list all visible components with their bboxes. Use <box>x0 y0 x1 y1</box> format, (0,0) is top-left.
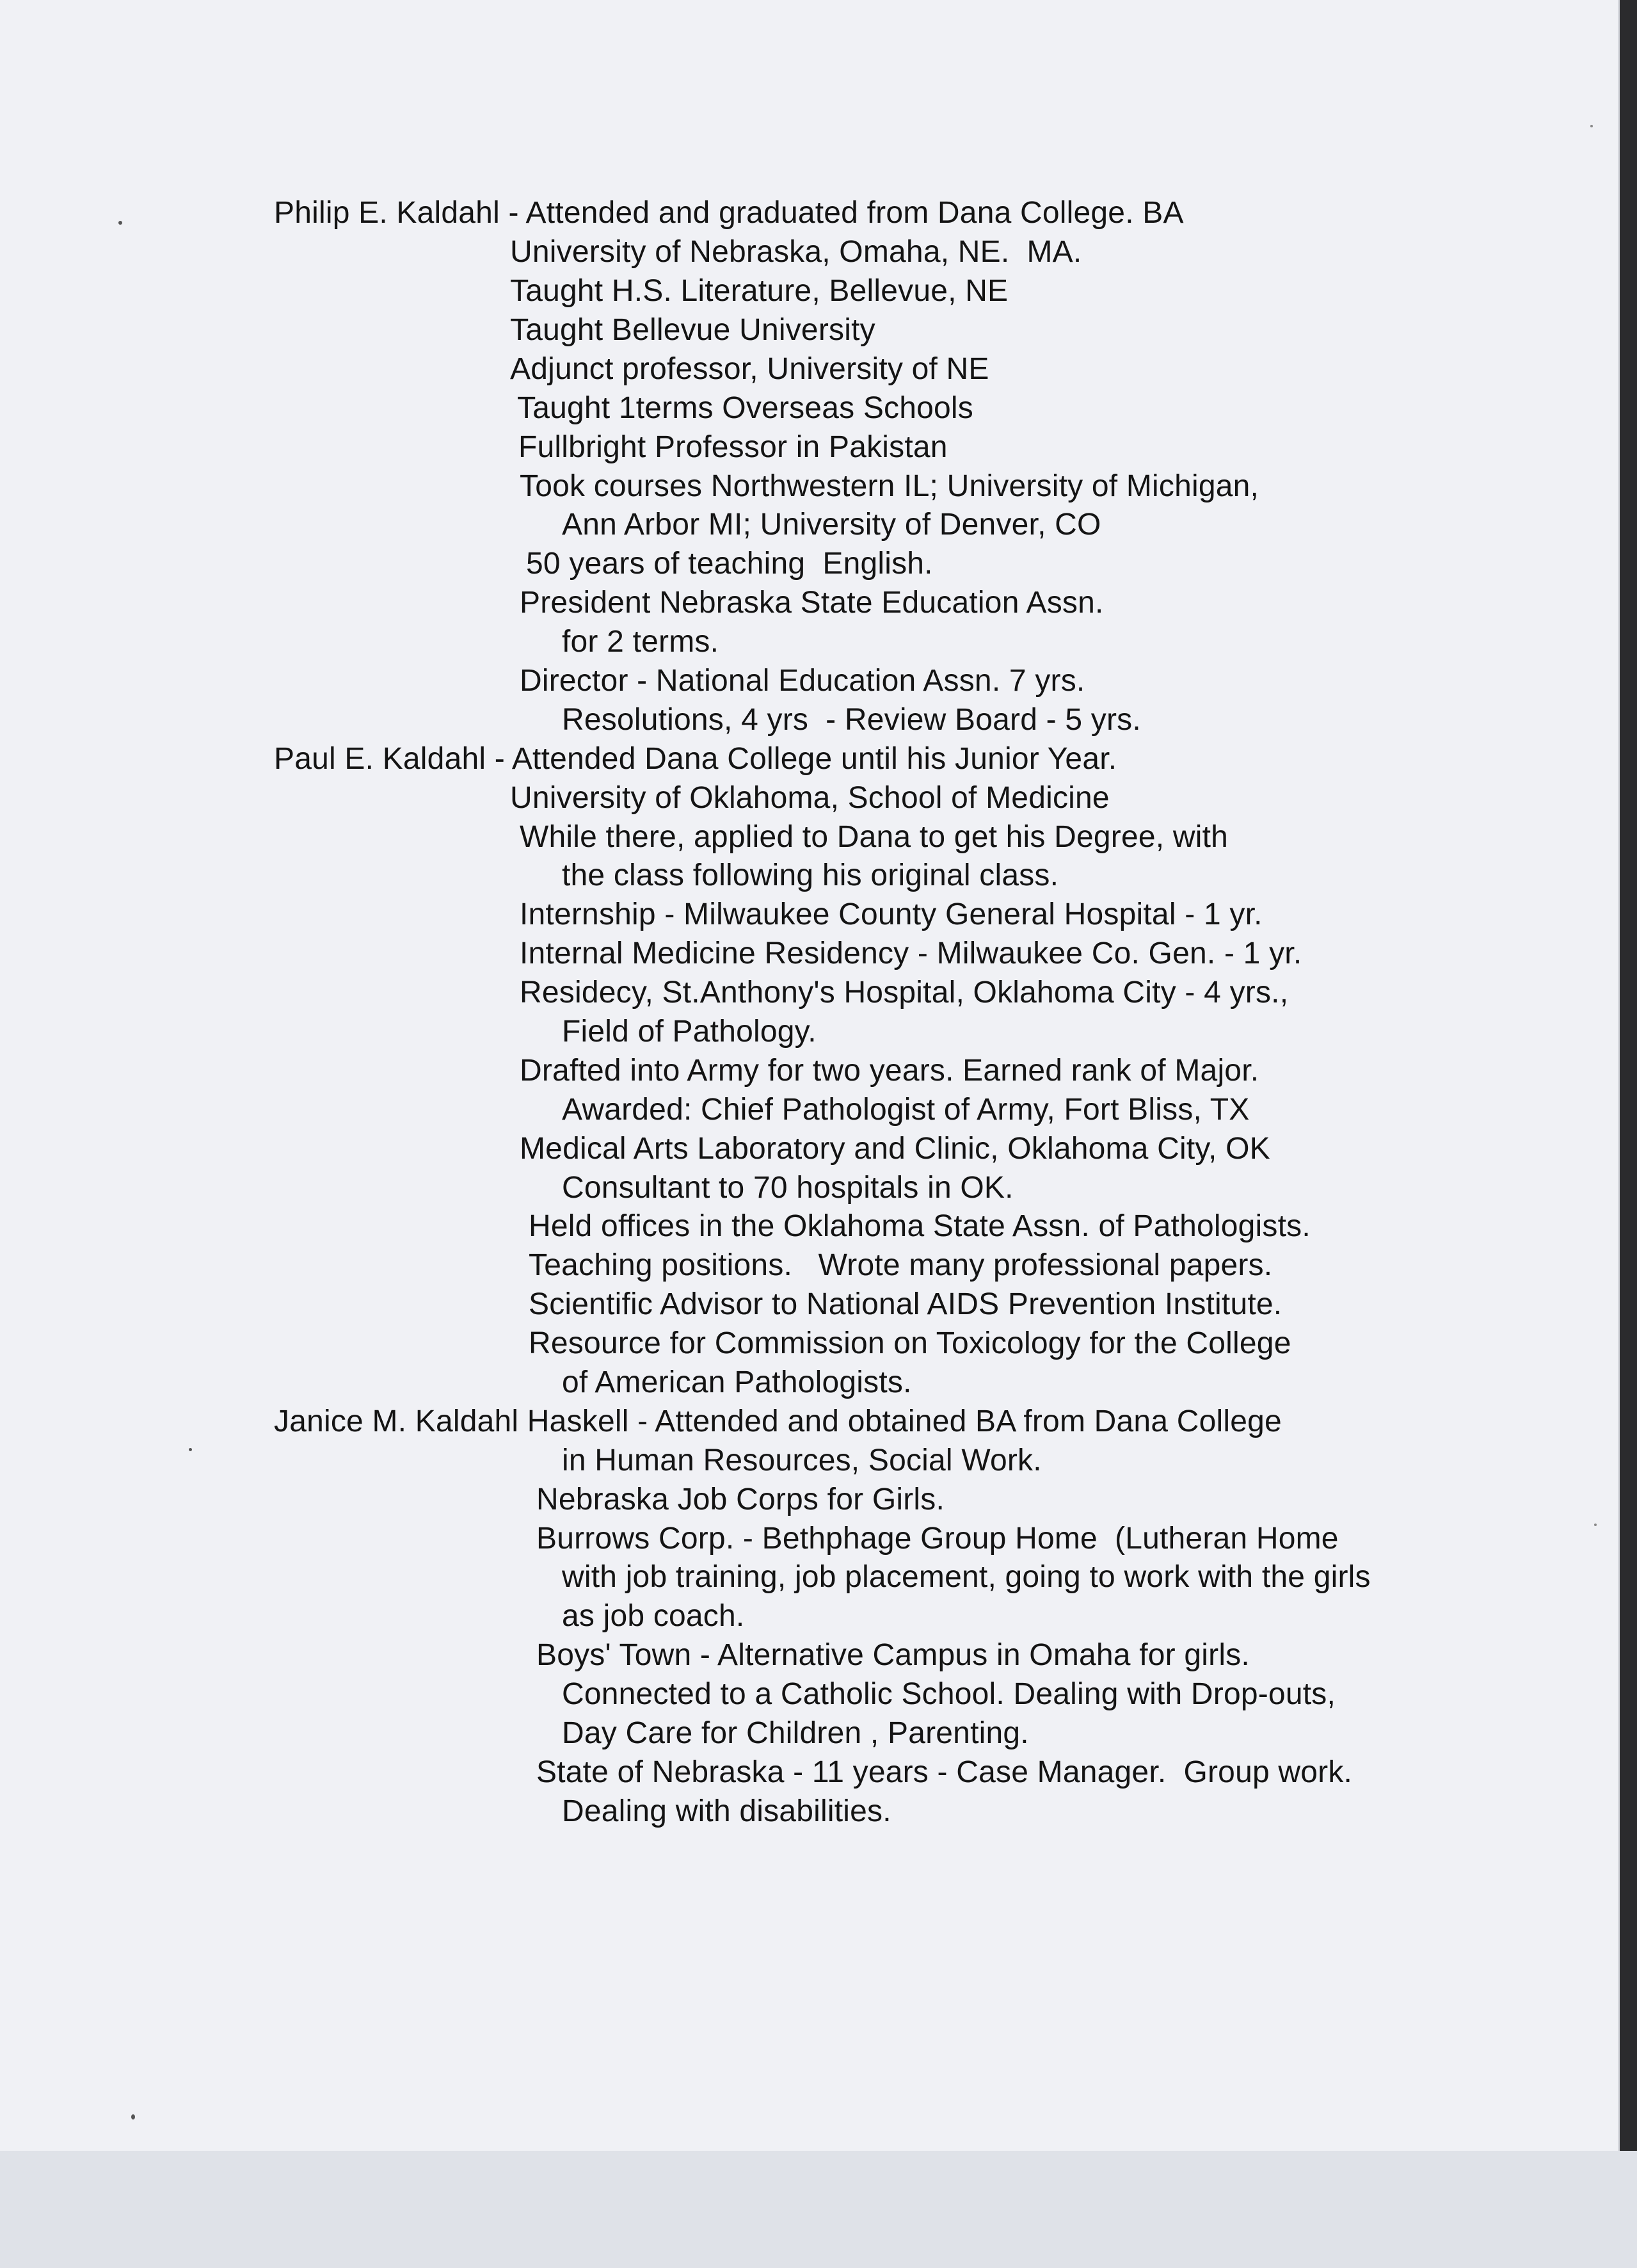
doc-line: Took courses Northwestern IL; University of Michigan, <box>520 469 1259 503</box>
doc-line: the class following his original class. <box>562 858 1059 892</box>
doc-line: as job coach. <box>562 1599 745 1633</box>
doc-line: Taught 1terms Overseas Schools <box>517 391 973 425</box>
doc-line: Scientific Advisor to National AIDS Prevention Institute. <box>529 1287 1282 1321</box>
scan-speck <box>189 1448 192 1451</box>
scan-speck <box>131 2114 135 2119</box>
doc-line: University of Nebraska, Omaha, NE. MA. <box>510 235 1082 269</box>
doc-line: Consultant to 70 hospitals in OK. <box>562 1171 1014 1205</box>
doc-line: 50 years of teaching English. <box>526 547 933 581</box>
doc-line: Held offices in the Oklahoma State Assn. of Pathologists. <box>529 1209 1311 1243</box>
doc-line: Awarded: Chief Pathologist of Army, Fort Bliss, TX <box>562 1093 1250 1127</box>
scan-speck <box>1594 1524 1597 1526</box>
doc-line: Resource for Commission on Toxicology for the College <box>529 1326 1291 1360</box>
doc-line-paul-heading: Paul E. Kaldahl - Attended Dana College until his Junior Year. <box>274 742 1117 776</box>
doc-line: Residecy, St.Anthony's Hospital, Oklahoma City - 4 yrs., <box>520 976 1289 1009</box>
doc-line: with job training, job placement, going to work with the girls <box>562 1560 1371 1594</box>
doc-line: While there, applied to Dana to get his Degree, with <box>520 820 1229 854</box>
doc-line: State of Nebraska - 11 years - Case Manager. Group work. <box>536 1755 1353 1789</box>
doc-line: Field of Pathology. <box>562 1015 817 1049</box>
scanner-edge <box>1620 0 1637 2151</box>
doc-line: Connected to a Catholic School. Dealing with Drop-outs, <box>562 1677 1336 1711</box>
doc-line: Nebraska Job Corps for Girls. <box>536 1483 945 1516</box>
doc-line-philip-heading: Philip E. Kaldahl - Attended and graduated from Dana College. BA <box>274 196 1184 230</box>
doc-line: Director - National Education Assn. 7 yrs. <box>520 664 1085 698</box>
doc-line: Medical Arts Laboratory and Clinic, Oklahoma City, OK <box>520 1132 1270 1166</box>
doc-line: for 2 terms. <box>562 625 719 659</box>
doc-line: Internship - Milwaukee County General Hospital - 1 yr. <box>520 897 1263 931</box>
doc-line: President Nebraska State Education Assn. <box>520 586 1104 620</box>
doc-line: Ann Arbor MI; University of Denver, CO <box>562 508 1101 542</box>
doc-line: Burrows Corp. - Bethphage Group Home (Lutheran Home <box>536 1522 1339 1556</box>
doc-line: Adjunct professor, University of NE <box>510 352 989 386</box>
doc-line: Teaching positions. Wrote many professional papers. <box>529 1248 1273 1282</box>
doc-line: Fullbright Professor in Pakistan <box>518 430 948 464</box>
doc-line: Day Care for Children , Parenting. <box>562 1716 1029 1750</box>
doc-line: Taught Bellevue University <box>510 313 875 347</box>
doc-line: Drafted into Army for two years. Earned rank of Major. <box>520 1054 1259 1088</box>
doc-line: in Human Resources, Social Work. <box>562 1444 1042 1477</box>
doc-line-janice-heading: Janice M. Kaldahl Haskell - Attended and obtained BA from Dana College <box>274 1404 1282 1438</box>
doc-line: Internal Medicine Residency - Milwaukee Co. Gen. - 1 yr. <box>520 937 1302 970</box>
doc-line: of American Pathologists. <box>562 1365 912 1399</box>
scan-speck <box>118 221 122 225</box>
scanner-bed <box>0 2151 1637 2268</box>
scan-speck <box>1590 125 1593 127</box>
doc-line: Taught H.S. Literature, Bellevue, NE <box>510 274 1009 308</box>
doc-line: Dealing with disabilities. <box>562 1794 891 1828</box>
doc-line: University of Oklahoma, School of Medicine <box>510 781 1110 815</box>
doc-line: Boys' Town - Alternative Campus in Omaha for girls. <box>536 1638 1250 1672</box>
doc-line: Resolutions, 4 yrs - Review Board - 5 yrs. <box>562 703 1141 737</box>
